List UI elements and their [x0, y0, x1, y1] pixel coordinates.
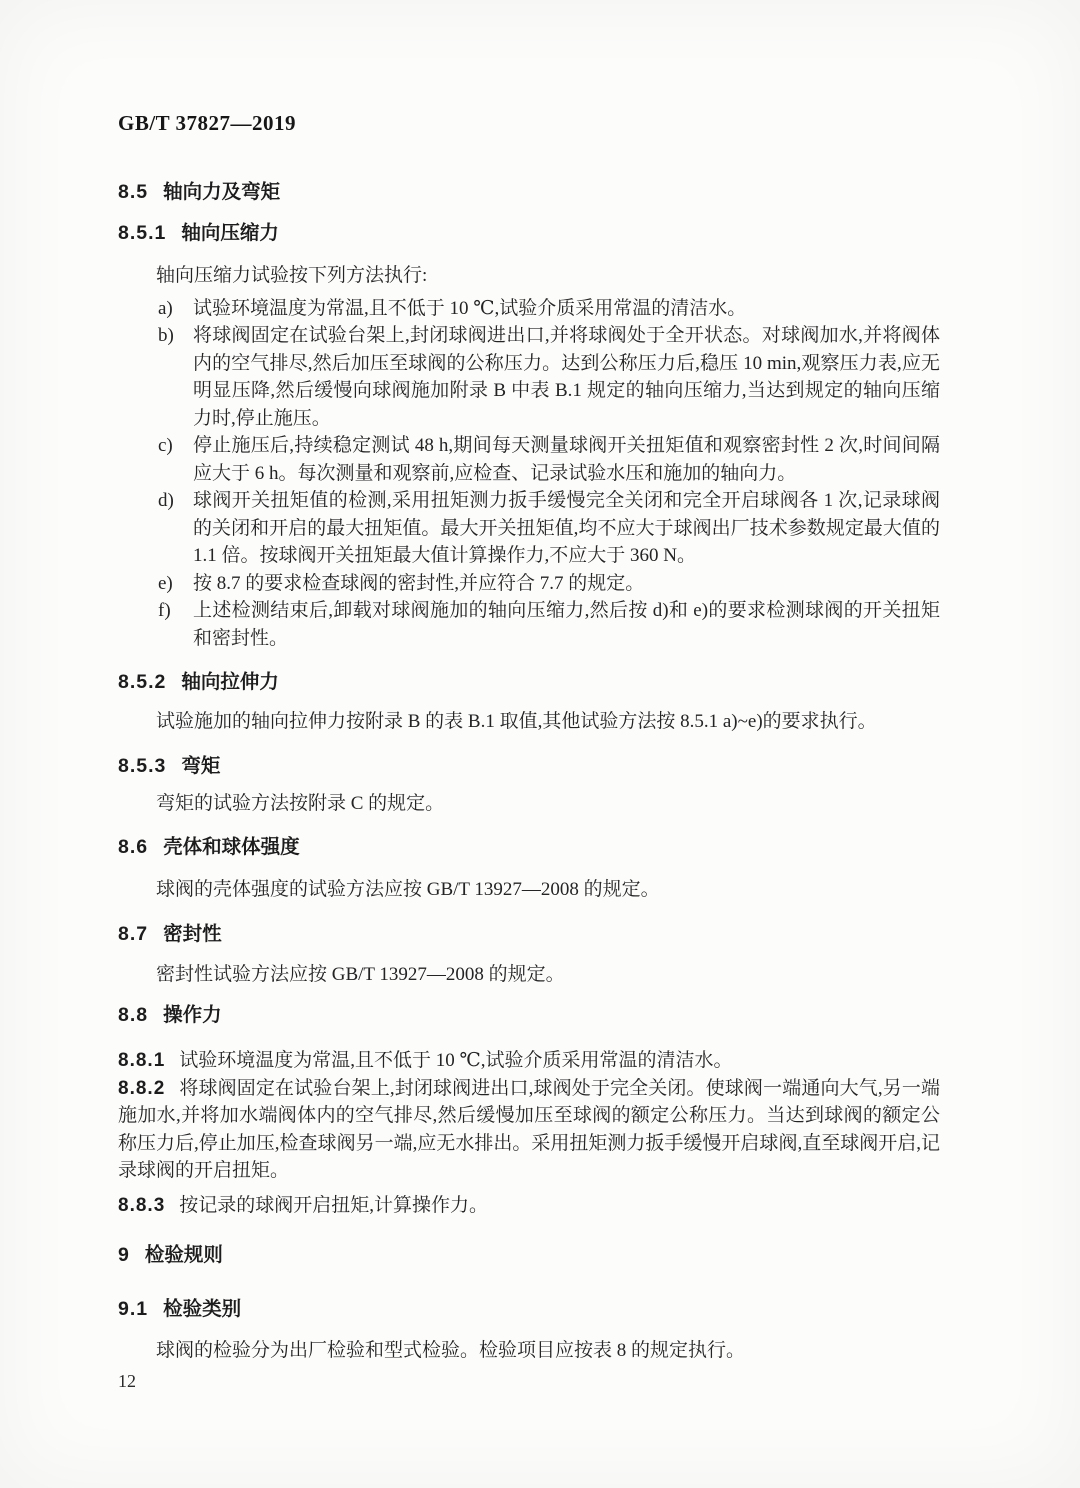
heading-8-5-1	[118, 221, 940, 245]
list-item-a	[118, 295, 940, 323]
clause-8-8-3-number: 8.8.3	[118, 1194, 166, 1216]
heading-8-6	[118, 835, 940, 859]
heading-8-5-2-number: 8.5.2	[118, 671, 167, 693]
clause-8-8-2-text: 将球阀固定在试验台架上,封闭球阀进出口,球阀处于完全关闭。使球阀一端通向大气,另一端施加水,并将加水端阀体内的空气排尽,然后缓慢加压至球阀的额定公称压力。当达到球阀的额定公称压力后,停止加压,检查球阀另一端,应无水排出。采用扭矩测力扳手缓慢开启球阀,直至球阀开启,记录球阀的开启扭矩。	[118, 1077, 940, 1181]
standard-number-header: GB/T 37827—2019	[118, 111, 297, 135]
paragraph-8-5-2: 试验施加的轴向拉伸力按附录 B 的表 B.1 取值,其他试验方法按 8.5.1 a)~e)的要求执行。	[156, 711, 877, 732]
clause-8-8-3	[118, 1192, 940, 1220]
list-item-b-label: b)	[158, 325, 174, 346]
list-item-c	[118, 432, 940, 487]
list-item-d	[118, 487, 940, 570]
heading-8-8-title: 操作力	[163, 1004, 222, 1026]
list-item-b-text: 将球阀固定在试验台架上,封闭球阀进出口,并将球阀处于全开状态。对球阀加水,并将阀体内的空气排尽,然后加压至球阀的公称压力。达到公称压力后,稳压 10 min,观察压力表,应无明显压降,然后缓慢向球阀施加附录 B 中表 B.1 规定的轴向压缩力,当达到规定的轴向压缩力时,停止施压。	[193, 325, 940, 429]
paragraph-8-5-1-intro: 轴向压缩力试验按下列方法执行:	[156, 265, 428, 286]
heading-8-5-3-title: 弯矩	[181, 754, 221, 777]
list-item-d-label: d)	[158, 490, 174, 511]
heading-8-5-2-title: 轴向拉伸力	[181, 671, 279, 693]
heading-8-5-2	[118, 670, 940, 694]
list-item-e-label: e)	[158, 572, 173, 594]
heading-8-6-number: 8.6	[118, 836, 149, 858]
clause-8-8-2-number: 8.8.2	[118, 1077, 166, 1099]
heading-9-1-title: 检验类别	[163, 1298, 242, 1320]
heading-8-5-1-title: 轴向压缩力	[181, 222, 279, 244]
paragraph-8-7: 密封性试验方法应按 GB/T 13927—2008 的规定。	[156, 963, 565, 985]
heading-8-5-1-number: 8.5.1	[118, 222, 167, 244]
heading-8-5-title: 轴向力及弯矩	[163, 181, 281, 203]
list-item-f	[118, 597, 940, 652]
clause-8-8-1	[118, 1047, 940, 1075]
clause-8-8-3-text: 按记录的球阀开启扭矩,计算操作力。	[179, 1194, 489, 1216]
heading-8-7-title: 密封性	[163, 922, 222, 945]
list-item-a-text: 试验环境温度为常温,且不低于 10 ℃,试验介质采用常温的清洁水。	[193, 297, 747, 319]
heading-8-8	[118, 1003, 940, 1027]
heading-9-1	[118, 1297, 940, 1321]
heading-9-1-number: 9.1	[118, 1298, 149, 1320]
heading-8-7	[118, 922, 940, 946]
list-item-e-text: 按 8.7 的要求检查球阀的密封性,并应符合 7.7 的规定。	[193, 572, 645, 594]
paragraph-8-5-3: 弯矩的试验方法按附录 C 的规定。	[156, 792, 445, 814]
heading-8-8-number: 8.8	[118, 1004, 149, 1026]
list-item-f-text: 上述检测结束后,卸载对球阀施加的轴向压缩力,然后按 d)和 e)的要求检测球阀的开关扭矩和密封性。	[193, 600, 940, 649]
clause-8-8-1-text: 试验环境温度为常温,且不低于 10 ℃,试验介质采用常温的清洁水。	[179, 1050, 733, 1071]
heading-9	[118, 1243, 940, 1267]
paragraph-8-6: 球阀的壳体强度的试验方法应按 GB/T 13927—2008 的规定。	[156, 879, 660, 900]
heading-8-5-number: 8.5	[118, 181, 149, 203]
heading-9-title: 检验规则	[144, 1244, 223, 1266]
list-item-c-label: c)	[158, 435, 173, 456]
heading-8-7-number: 8.7	[118, 922, 149, 945]
list-item-d-text: 球阀开关扭矩值的检测,采用扭矩测力扳手缓慢完全关闭和完全开启球阀各 1 次,记录球阀的关闭和开启的最大扭矩值。最大开关扭矩值,均不应大于球阀出厂技术参数规定最大值的 1.1 倍。按球阀开关扭矩最大值计算操作力,不应大于 360 N。	[193, 490, 940, 566]
list-item-a-label: a)	[158, 297, 173, 319]
heading-9-number: 9	[118, 1244, 130, 1266]
heading-8-6-title: 壳体和球体强度	[163, 836, 300, 858]
page-number: 12	[118, 1370, 136, 1391]
lettered-list-8-5-1	[118, 295, 940, 653]
clause-8-8-2	[118, 1075, 940, 1185]
list-item-f-label: f)	[158, 600, 171, 621]
heading-8-5-3-number: 8.5.3	[118, 754, 167, 777]
clause-8-8-1-number: 8.8.1	[118, 1050, 166, 1071]
list-item-c-text: 停止施压后,持续稳定测试 48 h,期间每天测量球阀开关扭矩值和观察密封性 2 次,时间间隔应大于 6 h。每次测量和观察前,应检查、记录试验水压和施加的轴向力。	[193, 435, 940, 484]
heading-8-5	[118, 180, 940, 204]
heading-8-5-3	[118, 754, 940, 778]
list-item-e	[118, 570, 940, 598]
paragraph-9-1: 球阀的检验分为出厂检验和型式检验。检验项目应按表 8 的规定执行。	[156, 1340, 746, 1361]
list-item-b	[118, 322, 940, 432]
